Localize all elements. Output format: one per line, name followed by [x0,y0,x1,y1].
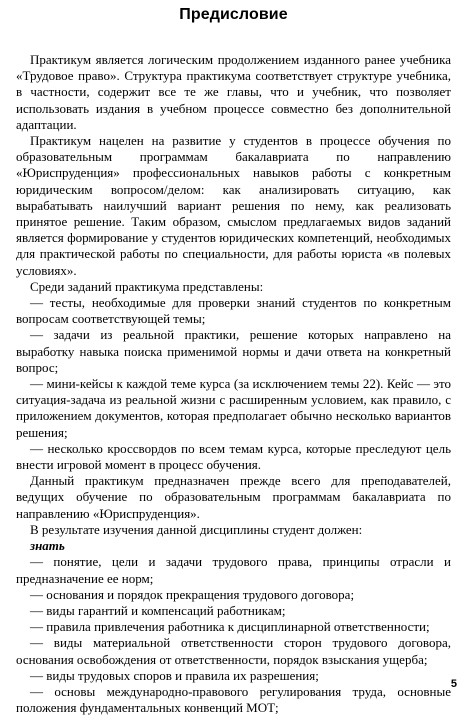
list-item-discipline: — правила привлечения работника к дисциплинарной ответственности; [30,619,430,635]
list-item-disputes: — виды трудовых споров и правила их разрешения; [30,667,319,683]
page-heading: Предисловие [179,6,288,23]
list-item-guarantees: — виды гарантий и компенсаций работникам; [30,602,286,618]
term-know: знать [30,538,65,554]
paragraph-task-types-intro: Среди заданий практикума представлены: [30,278,264,294]
paragraph-intro: Практикум является логическим продолжением изданного ранее учебника «Трудовое право». Структура практикума соответствует структуре учебника, в частности, содержит все те же главы, что и учебник, что позволяет использовать издания в учебном процессе совместно без дополнительной адаптации. [16,52,451,132]
list-item-tests: — тесты, необходимые для проверки знаний студентов по конкретным вопросам соответствующей темы; [16,295,451,327]
page-number: 5 [450,678,457,690]
paragraph-goals: Практикум нацелен на развитие у студентов в процессе обучения по образовательным программам бакалавриата по направлению «Юриспруденция» профессиональных навыков работы с конкретным юридическим вопросом/делом: как анализировать ситуацию, как вырабатывать наилучший вариант решения по нему, как реализовать принятое решение. Таким образом, смыслом предлагаемых видов заданий является формирование у студентов юридических компетенций, необходимых для практической работы по специальности, для работы юриста «в полевых условиях». [16,133,451,278]
body-text [16,45,451,716]
paragraph-outcomes-intro: В результате изучения данной дисциплины студент должен: [30,521,363,537]
list-item-termination: — основания и порядок прекращения трудового договора; [30,586,355,602]
list-item-crosswords: — несколько кроссвордов по всем темам курса, которые преследуют цель внести игровой момент в процесс обучения. [16,440,451,473]
list-item-concept: — понятие, цели и задачи трудового права, принципы отрасли и предназначение ее норм; [16,554,451,586]
list-item-problems: — задачи из реальной практики, решение которых направлено на выработку навыка поиска применимой нормы и дачи ответа на конкретный вопрос; [16,327,451,375]
list-item-liability: — виды материальной ответственности сторон трудового договора, основания освобождения от ответственности, порядок взыскания ущерба; [16,635,451,667]
list-item-international: — основы международно-правового регулирования труда, основные положения фундаментальных конвенций МОТ; [16,683,451,716]
paragraph-audience: Данный практикум предназначен прежде всего для преподавателей, ведущих обучение по образовательным программам бакалавриата по направлению «Юриспруденция». [16,473,451,521]
list-item-mini-cases: — мини-кейсы к каждой теме курса (за исключением темы 22). Кейс — это ситуация-задача из реальной жизни с расширенным условием, как правило, с приложением документов, которая предполагает обычно несколько вариантов решения; [16,376,451,440]
